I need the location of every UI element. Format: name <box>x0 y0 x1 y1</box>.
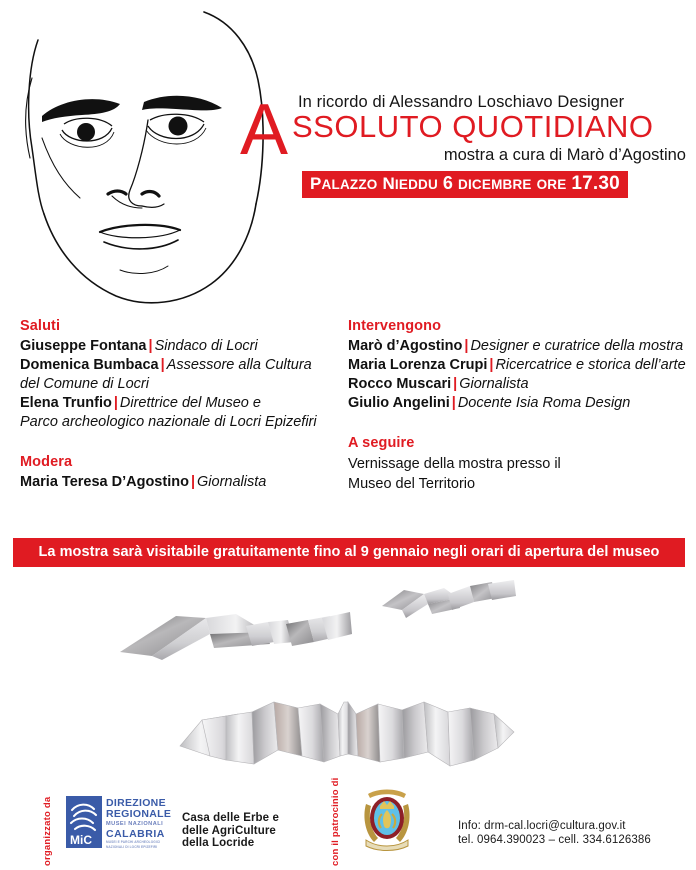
organizzato-da-label: organizzato da <box>42 796 53 866</box>
venue-time: 17.30 <box>571 173 620 194</box>
free-entry-banner: La mostra sarà visitabile gratuitamente fino al 9 gennaio negli orari di apertura del museo <box>13 538 685 567</box>
venue-at-label: ORE <box>536 177 567 192</box>
list-item <box>348 394 688 413</box>
casa-delle-erbe-logo-text <box>182 812 279 850</box>
mic-line-4: CALABRIA <box>106 828 165 840</box>
memoriam-line: In ricordo di Alessandro Loschiavo Designer <box>298 93 625 111</box>
title-block <box>240 92 690 198</box>
sculpture-top-right <box>380 580 520 630</box>
separator: | <box>148 338 153 354</box>
list-item <box>20 473 340 492</box>
sculpture-artwork <box>0 580 696 780</box>
speaker-name: Giuseppe Fontana <box>20 338 147 354</box>
sculpture-center <box>178 690 518 772</box>
list-item <box>20 394 340 432</box>
saluti-heading: Saluti <box>20 318 61 334</box>
exhibition-title: SSOLUTO QUOTIDIANO <box>292 109 654 144</box>
list-item <box>348 356 688 375</box>
speaker-name: Marò d’Agostino <box>348 338 463 354</box>
list-item <box>20 337 340 356</box>
separator: | <box>113 395 118 411</box>
contact-phone-line: tel. 0964.390023 – cell. 334.6126386 <box>458 833 651 846</box>
venue-hall-rest: IEDDU <box>394 177 438 192</box>
a-seguire-line-2: Museo del Territorio <box>348 476 476 492</box>
speaker-name: Elena Trunfio <box>20 395 112 411</box>
mic-line-1: DIREZIONE <box>106 797 166 809</box>
speaker-role-continued: del Comune di Locri <box>20 376 149 392</box>
venue-place-cap: P <box>310 174 322 193</box>
speaker-name: Maria Lorenza Crupi <box>348 357 488 373</box>
a-seguire-heading: A seguire <box>348 435 415 451</box>
mic-logo-text <box>102 796 174 848</box>
svg-text:MiC: MiC <box>70 833 92 847</box>
comune-di-locri-crest-icon <box>358 784 416 854</box>
speaker-role: Assessore alla Cultura <box>166 357 312 373</box>
venue-day: 6 <box>442 173 454 193</box>
patrocinio-label: con il patrocinio di <box>330 777 341 866</box>
modera-heading: Modera <box>20 454 73 470</box>
contact-info <box>458 820 651 847</box>
separator: | <box>464 338 469 354</box>
mic-line-5: MUSEI E PARCHI ARCHEOLOGICI NAZIONALI DI LOCRI EPIZEFIRI <box>106 840 161 849</box>
title-drop-cap: A <box>240 90 288 170</box>
speaker-role: Giornalista <box>459 376 529 392</box>
venue-datetime-bar <box>302 171 628 198</box>
speaker-role: Giornalista <box>197 474 267 490</box>
speaker-name: Maria Teresa D’Agostino <box>20 474 189 490</box>
separator: | <box>451 395 456 411</box>
venue-hall-cap: N <box>382 174 395 193</box>
speaker-role: Designer e curatrice della mostra <box>470 338 684 354</box>
intervengono-heading: Intervengono <box>348 318 442 334</box>
spacer <box>20 432 340 454</box>
separator: | <box>160 357 165 373</box>
separator: | <box>190 474 196 490</box>
speaker-role-continued: Parco archeologico nazionale di Locri Epizefiri <box>20 414 317 430</box>
venue-place-rest: ALAZZO <box>321 177 378 192</box>
speaker-role: Ricercatrice e storica dell’arte <box>495 357 686 373</box>
mic-direzione-regionale-logo <box>66 796 174 848</box>
title-lines <box>294 92 690 165</box>
footer-section <box>0 776 696 870</box>
contact-email-line: Info: drm-cal.locri@cultura.gov.it <box>458 820 626 832</box>
mic-emblem-icon <box>66 796 102 848</box>
mic-line-2: REGIONALE <box>106 808 172 820</box>
separator: | <box>489 357 494 373</box>
sculpture-left <box>118 598 358 668</box>
program-right-column <box>348 318 688 494</box>
program-section <box>0 318 696 518</box>
list-item <box>348 337 688 356</box>
separator: | <box>453 376 458 392</box>
speaker-role: Docente Isia Roma Design <box>457 395 631 411</box>
mic-line-3: MUSEI NAZIONALI <box>106 821 164 827</box>
casa-line-2: delle AgriCulture <box>182 824 276 837</box>
casa-line-1: Casa delle Erbe e <box>182 812 279 824</box>
list-item <box>348 375 688 394</box>
list-item <box>20 356 340 394</box>
speaker-name: Giulio Angelini <box>348 395 450 411</box>
speaker-name: Domenica Bumbaca <box>20 357 159 373</box>
speaker-role: Sindaco di Locri <box>154 338 258 354</box>
spacer <box>348 413 688 435</box>
program-left-column <box>20 318 340 492</box>
speaker-role: Direttrice del Museo e <box>119 395 261 411</box>
a-seguire-line-1: Vernissage della mostra presso il <box>348 456 561 472</box>
speaker-name: Rocco Muscari <box>348 376 452 392</box>
curator-line: mostra a cura di Marò d’Agostino <box>443 146 686 164</box>
casa-line-3: della Locride <box>182 837 255 849</box>
venue-month: DICEMBRE <box>458 177 532 192</box>
